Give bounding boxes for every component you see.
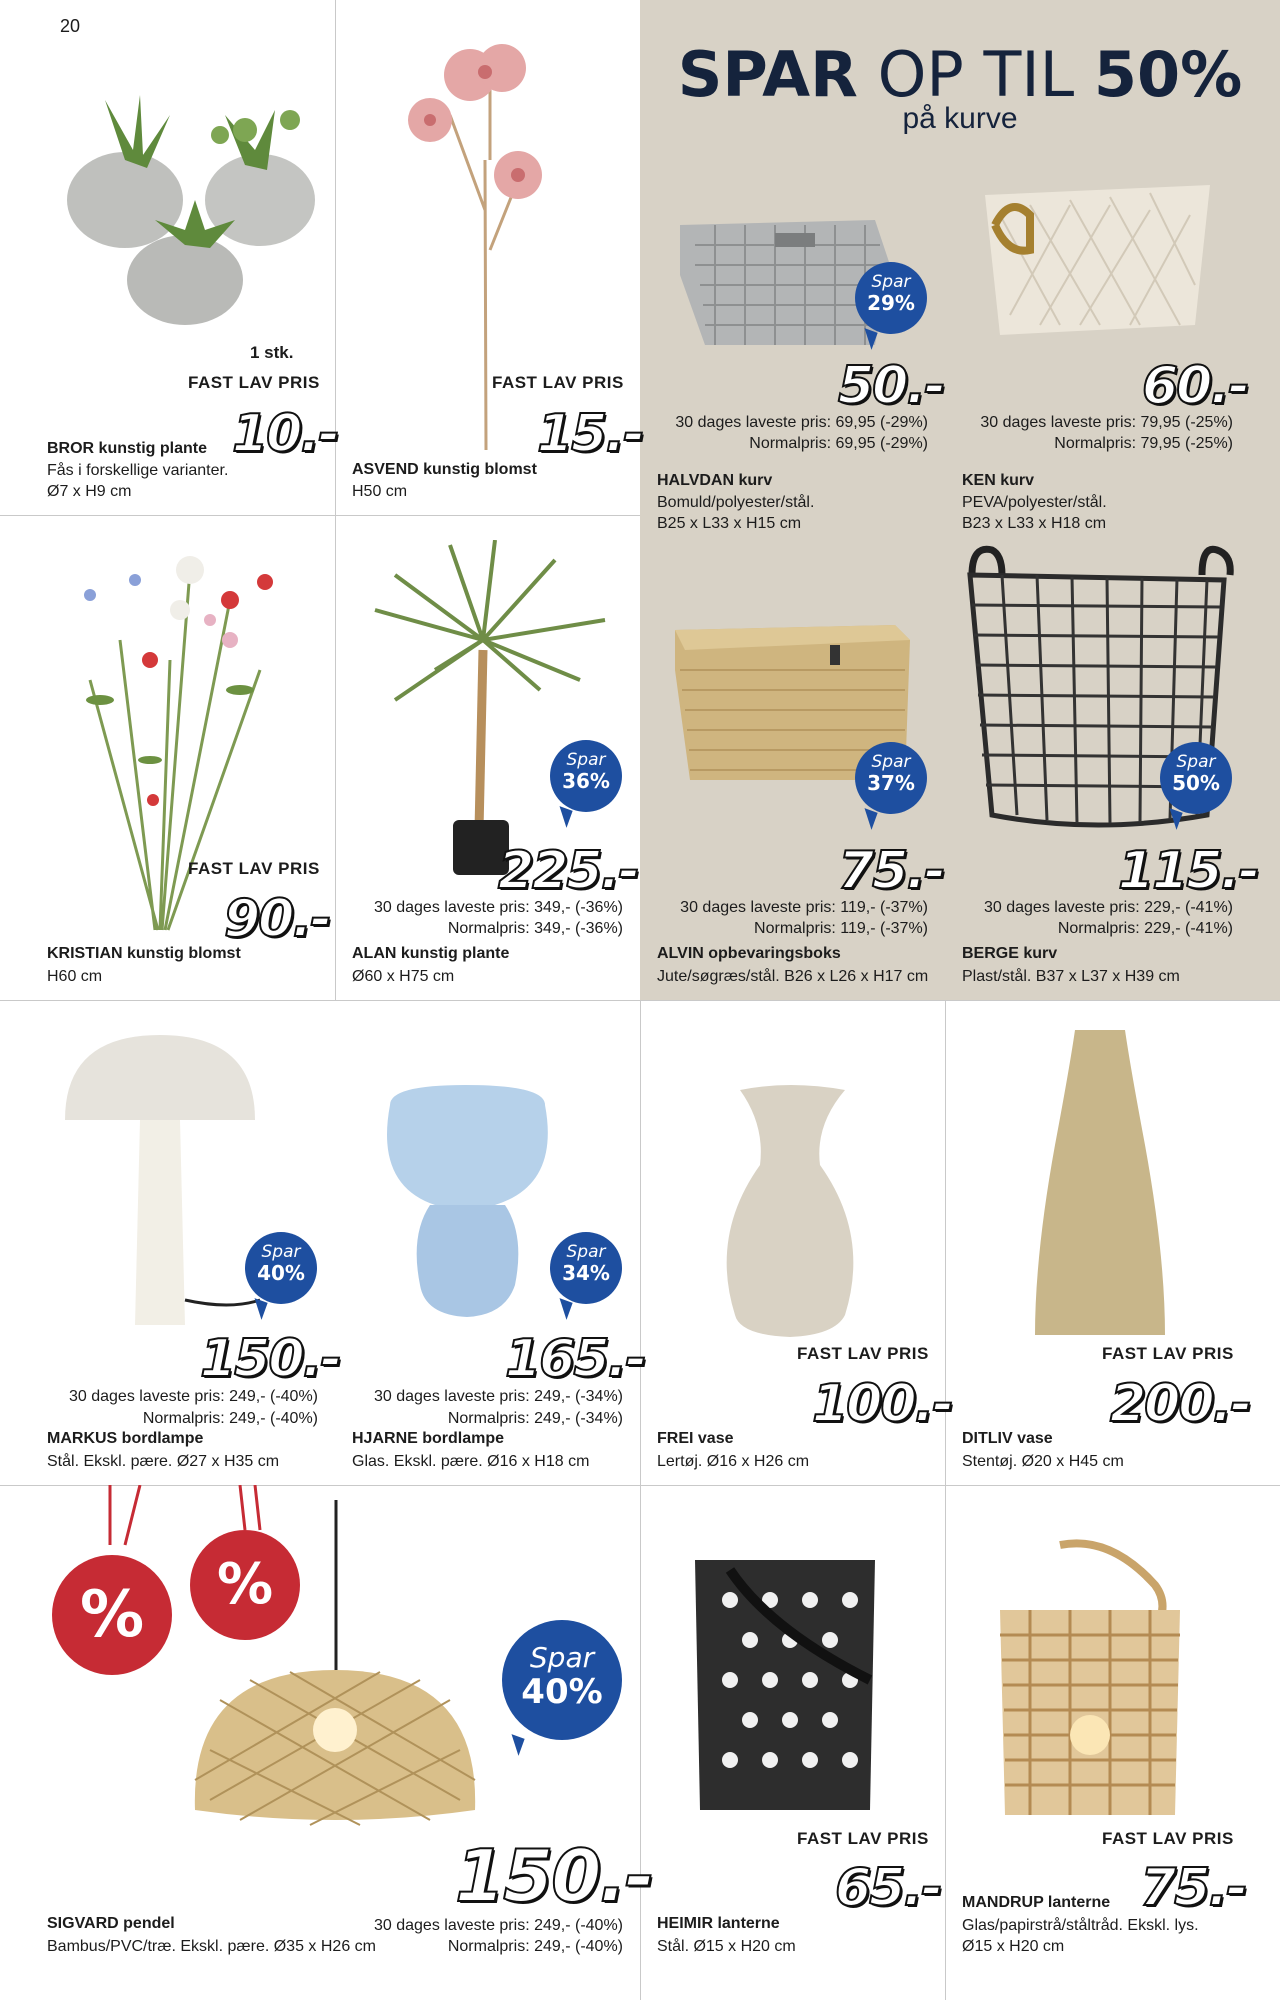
badge-pct: 37% (867, 771, 915, 795)
normal-price: Normalpris: 79,95 (-25%) (1054, 435, 1233, 452)
palm-plant-image (355, 540, 620, 880)
headline-mid: OP TIL (877, 38, 1075, 111)
product-name: BROR kunstig plante (47, 440, 208, 457)
product-name: KEN kurv (962, 472, 1035, 489)
product-name: BERGE kurv (962, 945, 1058, 962)
vase-image (715, 1085, 865, 1340)
black-lantern-image (690, 1550, 880, 1820)
price: 150.- (455, 1834, 653, 1918)
badge-pct: 36% (562, 769, 610, 793)
product-name: MARKUS bordlampe (47, 1430, 204, 1447)
bamboo-pendant-image (190, 1500, 480, 1830)
price: 150.- (200, 1329, 340, 1389)
price: 75.- (838, 841, 944, 901)
normal-price: Normalpris: 119,- (-37%) (754, 920, 928, 937)
ref-price: 30 dages laveste pris: 229,- (-41%) (983, 899, 1233, 916)
headline-pct: 50% (1093, 38, 1243, 111)
normal-price: Normalpris: 69,95 (-29%) (749, 435, 928, 452)
product-size: B25 x L33 x H15 cm (657, 515, 802, 532)
product-name: ALAN kunstig plante (352, 945, 510, 962)
divider (945, 1000, 946, 2000)
price: 50.- (838, 356, 944, 416)
price: 90.- (224, 889, 330, 949)
badge-label: Spar (566, 750, 606, 770)
product-name: ALVIN opbevaringsboks (657, 945, 841, 962)
product-name: HJARNE bordlampe (352, 1430, 505, 1447)
fixed-price-label: FAST LAV PRIS (797, 1829, 929, 1848)
product-name: DITLIV vase (962, 1430, 1053, 1447)
discount-badge (550, 1232, 622, 1304)
badge-label: Spar (871, 272, 911, 292)
product-desc: Bambus/PVC/træ. Ekskl. pære. Ø35 x H26 cm (47, 1938, 376, 1955)
tall-vase-image (1030, 1025, 1170, 1340)
bouquet-image (60, 540, 300, 940)
ref-price: 30 dages laveste pris: 249,- (-40%) (68, 1388, 318, 1405)
product-desc: Jute/søgræs/stål. B26 x L26 x H17 cm (657, 968, 929, 985)
divider (0, 515, 640, 516)
promo-subhead: på kurve (902, 102, 1018, 135)
product-desc: Fås i forskellige varianter. (47, 462, 229, 479)
ref-price: 30 dages laveste pris: 119,- (-37%) (680, 899, 928, 916)
product-desc: Glas/papirstrå/ståltråd. Ekskl. lys. (962, 1917, 1199, 1934)
product-size: Ø15 x H20 cm (962, 1938, 1065, 1955)
product-size: B23 x L33 x H18 cm (962, 515, 1107, 532)
normal-price: Normalpris: 249,- (-34%) (447, 1410, 623, 1427)
product-desc: PEVA/polyester/stål. (962, 494, 1107, 511)
product-desc: Bomuld/polyester/stål. (657, 494, 815, 511)
ref-price: 30 dages laveste pris: 349,- (-36%) (373, 899, 623, 916)
normal-price: Normalpris: 249,- (-40%) (447, 1938, 623, 1955)
badge-label: Spar (529, 1641, 595, 1674)
divider (0, 1000, 1280, 1001)
blue-lamp-image (375, 1085, 560, 1325)
product-name: ASVEND kunstig blomst (352, 461, 537, 478)
product-name: HEIMIR lanterne (657, 1915, 780, 1932)
promo-headline (640, 38, 1280, 111)
ref-price: 30 dages laveste pris: 79,95 (-25%) (980, 414, 1233, 431)
divider (335, 0, 336, 1000)
page-number: 20 (60, 16, 81, 36)
price: 60.- (1142, 356, 1248, 416)
headline-spar: SPAR (677, 38, 858, 111)
product-desc: Stål. Ekskl. pære. Ø27 x H35 cm (47, 1453, 280, 1470)
price: 100.- (812, 1374, 952, 1434)
product-size: H60 cm (47, 968, 103, 985)
price: 15.- (537, 404, 643, 464)
price: 65.- (835, 1858, 941, 1918)
discount-badge (550, 740, 622, 812)
fixed-price-label: FAST LAV PRIS (797, 1344, 929, 1363)
sale-tag: % (52, 1555, 172, 1675)
ref-price: 30 dages laveste pris: 249,- (-34%) (373, 1388, 623, 1405)
rattan-lantern-image (990, 1535, 1205, 1820)
badge-label: Spar (1176, 752, 1216, 772)
price: 75.- (1140, 1858, 1246, 1918)
sale-tag: % (190, 1530, 300, 1640)
price: 225.- (498, 841, 638, 901)
quantity-label: 1 stk. (250, 343, 294, 362)
succulent-pots-image (45, 80, 325, 330)
price: 165.- (505, 1329, 645, 1389)
product-desc: Stål. Ø15 x H20 cm (657, 1938, 796, 1955)
fixed-price-label: FAST LAV PRIS (188, 373, 320, 392)
product-desc: Stentøj. Ø20 x H45 cm (962, 1453, 1124, 1470)
product-size: Ø60 x H75 cm (352, 968, 455, 985)
badge-pct: 34% (562, 1261, 610, 1285)
fixed-price-label: FAST LAV PRIS (492, 373, 624, 392)
fixed-price-label: FAST LAV PRIS (1102, 1344, 1234, 1363)
product-desc: Plast/stål. B37 x L37 x H39 cm (962, 968, 1180, 985)
badge-pct: 40% (257, 1261, 305, 1285)
discount-badge (855, 742, 927, 814)
discount-badge (855, 262, 927, 334)
badge-pct: 40% (521, 1672, 603, 1712)
price: 115.- (1118, 841, 1258, 901)
product-name: MANDRUP lanterne (962, 1894, 1111, 1911)
badge-label: Spar (261, 1242, 301, 1262)
white-basket-image (980, 175, 1215, 345)
discount-badge (245, 1232, 317, 1304)
product-size: Ø7 x H9 cm (47, 483, 132, 500)
product-desc: Glas. Ekskl. pære. Ø16 x H18 cm (352, 1453, 590, 1470)
product-desc: Lertøj. Ø16 x H26 cm (657, 1453, 810, 1470)
badge-label: Spar (566, 1242, 606, 1262)
badge-pct: 50% (1172, 771, 1220, 795)
discount-badge (502, 1620, 622, 1740)
ref-price: 30 dages laveste pris: 69,95 (-29%) (675, 414, 928, 431)
product-name: FREI vase (657, 1430, 734, 1447)
price: 10.- (232, 404, 338, 464)
product-name: HALVDAN kurv (657, 472, 773, 489)
product-name: KRISTIAN kunstig blomst (47, 945, 241, 962)
ref-price: 30 dages laveste pris: 249,- (-40%) (373, 1917, 623, 1934)
normal-price: Normalpris: 229,- (-41%) (1057, 920, 1233, 937)
discount-badge (1160, 742, 1232, 814)
fixed-price-label: FAST LAV PRIS (1102, 1829, 1234, 1848)
price: 200.- (1110, 1374, 1250, 1434)
fixed-price-label: FAST LAV PRIS (188, 859, 320, 878)
normal-price: Normalpris: 349,- (-36%) (447, 920, 623, 937)
normal-price: Normalpris: 249,- (-40%) (142, 1410, 318, 1427)
product-name: SIGVARD pendel (47, 1915, 175, 1932)
badge-pct: 29% (867, 291, 915, 315)
product-size: H50 cm (352, 483, 408, 500)
badge-label: Spar (871, 752, 911, 772)
